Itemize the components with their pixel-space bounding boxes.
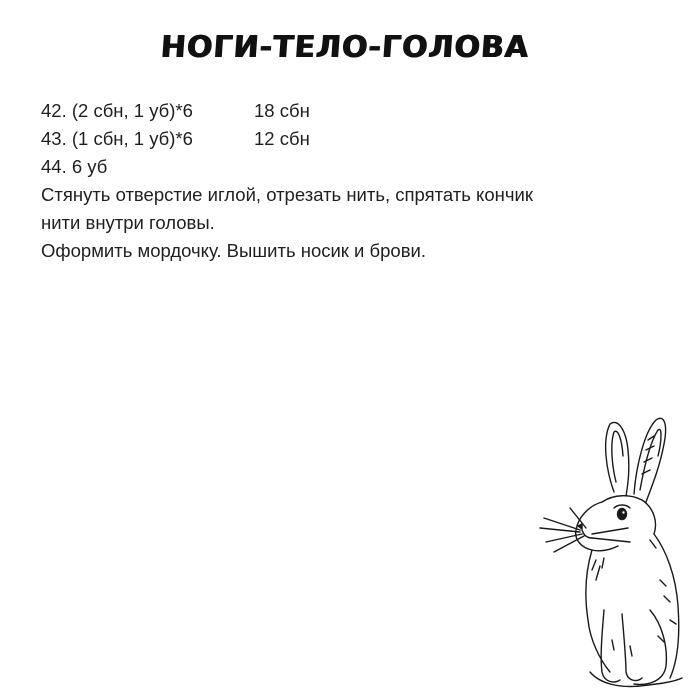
instruction-line: нити внутри головы. [41, 212, 215, 233]
page-title: НОГИ-ТЕЛО-ГОЛОВА [159, 30, 531, 65]
row-step: 43. (1 сбн, 1 уб)*6 [41, 128, 193, 149]
row-step: 44. 6 уб [41, 156, 108, 177]
row-count: 18 сбн [254, 100, 310, 121]
rabbit-icon [530, 410, 690, 690]
pattern-row [41, 153, 651, 181]
pattern-row [41, 97, 651, 125]
instruction-line: Стянуть отверстие иглой, отрезать нить, спрятать кончик [41, 184, 533, 205]
instruction-line: Оформить мордочку. Вышить носик и брови. [41, 240, 426, 261]
pattern-text [41, 97, 651, 265]
row-count: 12 сбн [254, 128, 310, 149]
pattern-row [41, 125, 651, 153]
row-step: 42. (2 сбн, 1 уб)*6 [41, 100, 193, 121]
